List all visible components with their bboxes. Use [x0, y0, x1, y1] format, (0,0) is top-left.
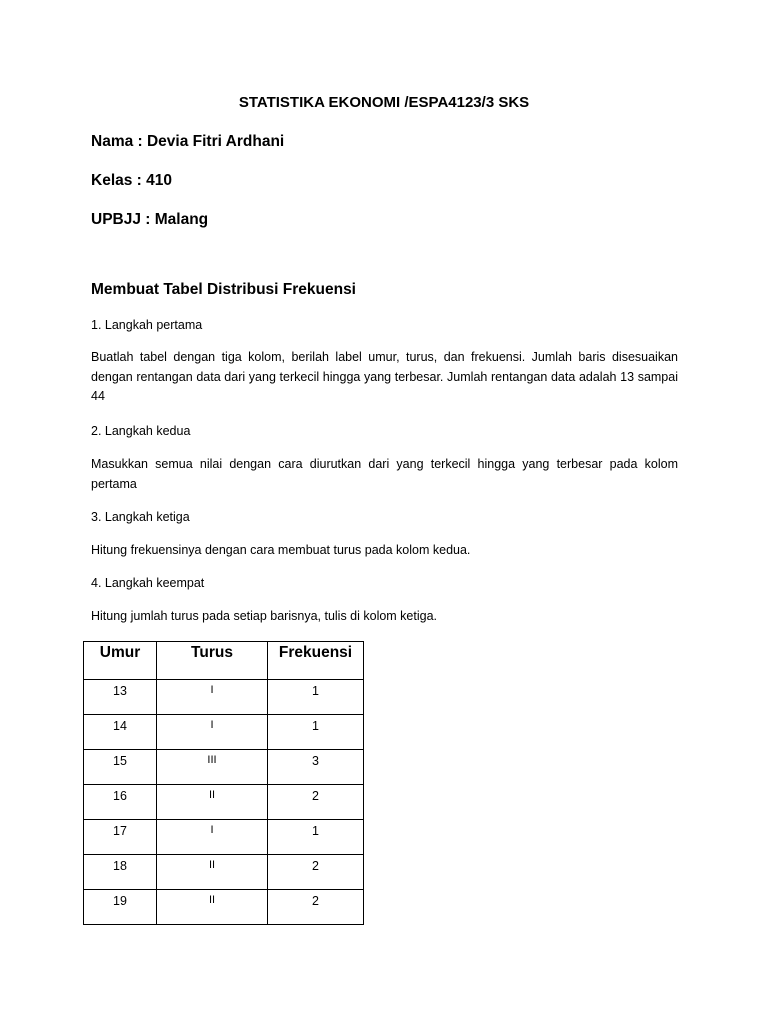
cell-umur: 18	[84, 855, 157, 890]
kelas-line: Kelas : 410	[91, 172, 172, 189]
cell-turus: I	[157, 820, 268, 855]
cell-umur: 17	[84, 820, 157, 855]
cell-frekuensi: 1	[268, 820, 364, 855]
section-heading: Membuat Tabel Distribusi Frekuensi	[91, 281, 356, 298]
cell-umur: 19	[84, 890, 157, 925]
cell-turus: III	[157, 750, 268, 785]
cell-frekuensi: 2	[268, 855, 364, 890]
cell-umur: 14	[84, 715, 157, 750]
cell-umur: 13	[84, 680, 157, 715]
nama-line: Nama : Devia Fitri Ardhani	[91, 133, 285, 150]
cell-frekuensi: 1	[268, 680, 364, 715]
cell-frekuensi: 1	[268, 715, 364, 750]
step-2-text: Masukkan semua nilai dengan cara diurutkan dari yang terkecil hingga yang terbesar pada kolom pertama	[91, 457, 678, 491]
table-header-row	[84, 642, 364, 680]
cell-frekuensi: 2	[268, 890, 364, 925]
frequency-table	[83, 641, 364, 925]
cell-umur: 15	[84, 750, 157, 785]
cell-frekuensi: 3	[268, 750, 364, 785]
cell-umur: 16	[84, 785, 157, 820]
step-1-heading: 1. Langkah pertama	[91, 318, 203, 332]
cell-frekuensi: 2	[268, 785, 364, 820]
step-1-text: Buatlah tabel dengan tiga kolom, berilah label umur, turus, dan frekuensi. Jumlah baris disesuaikan dengan rentangan data dari yang terkecil hingga yang terbesar. Jumlah rentangan data adalah 13 sampai 44	[91, 350, 678, 403]
cell-turus: II	[157, 855, 268, 890]
header-frekuensi: Frekuensi	[268, 642, 364, 680]
upbjj-line: UPBJJ : Malang	[91, 211, 209, 228]
cell-turus: II	[157, 890, 268, 925]
cell-turus: II	[157, 785, 268, 820]
table-row	[84, 785, 364, 820]
table-row	[84, 890, 364, 925]
cell-turus: I	[157, 680, 268, 715]
step-3-text: Hitung frekuensinya dengan cara membuat turus pada kolom kedua.	[91, 543, 471, 557]
step-4-text: Hitung jumlah turus pada setiap barisnya, tulis di kolom ketiga.	[91, 609, 438, 623]
table-row	[84, 715, 364, 750]
table-row	[84, 680, 364, 715]
document-title: STATISTIKA EKONOMI /ESPA4123/3 SKS	[238, 94, 530, 111]
step-4-heading: 4. Langkah keempat	[91, 576, 205, 590]
header-turus: Turus	[157, 642, 268, 680]
step-3-heading: 3. Langkah ketiga	[91, 510, 190, 524]
step-2-heading: 2. Langkah kedua	[91, 424, 191, 438]
cell-turus: I	[157, 715, 268, 750]
header-umur: Umur	[84, 642, 157, 680]
table-row	[84, 855, 364, 890]
table-row	[84, 820, 364, 855]
table-row	[84, 750, 364, 785]
